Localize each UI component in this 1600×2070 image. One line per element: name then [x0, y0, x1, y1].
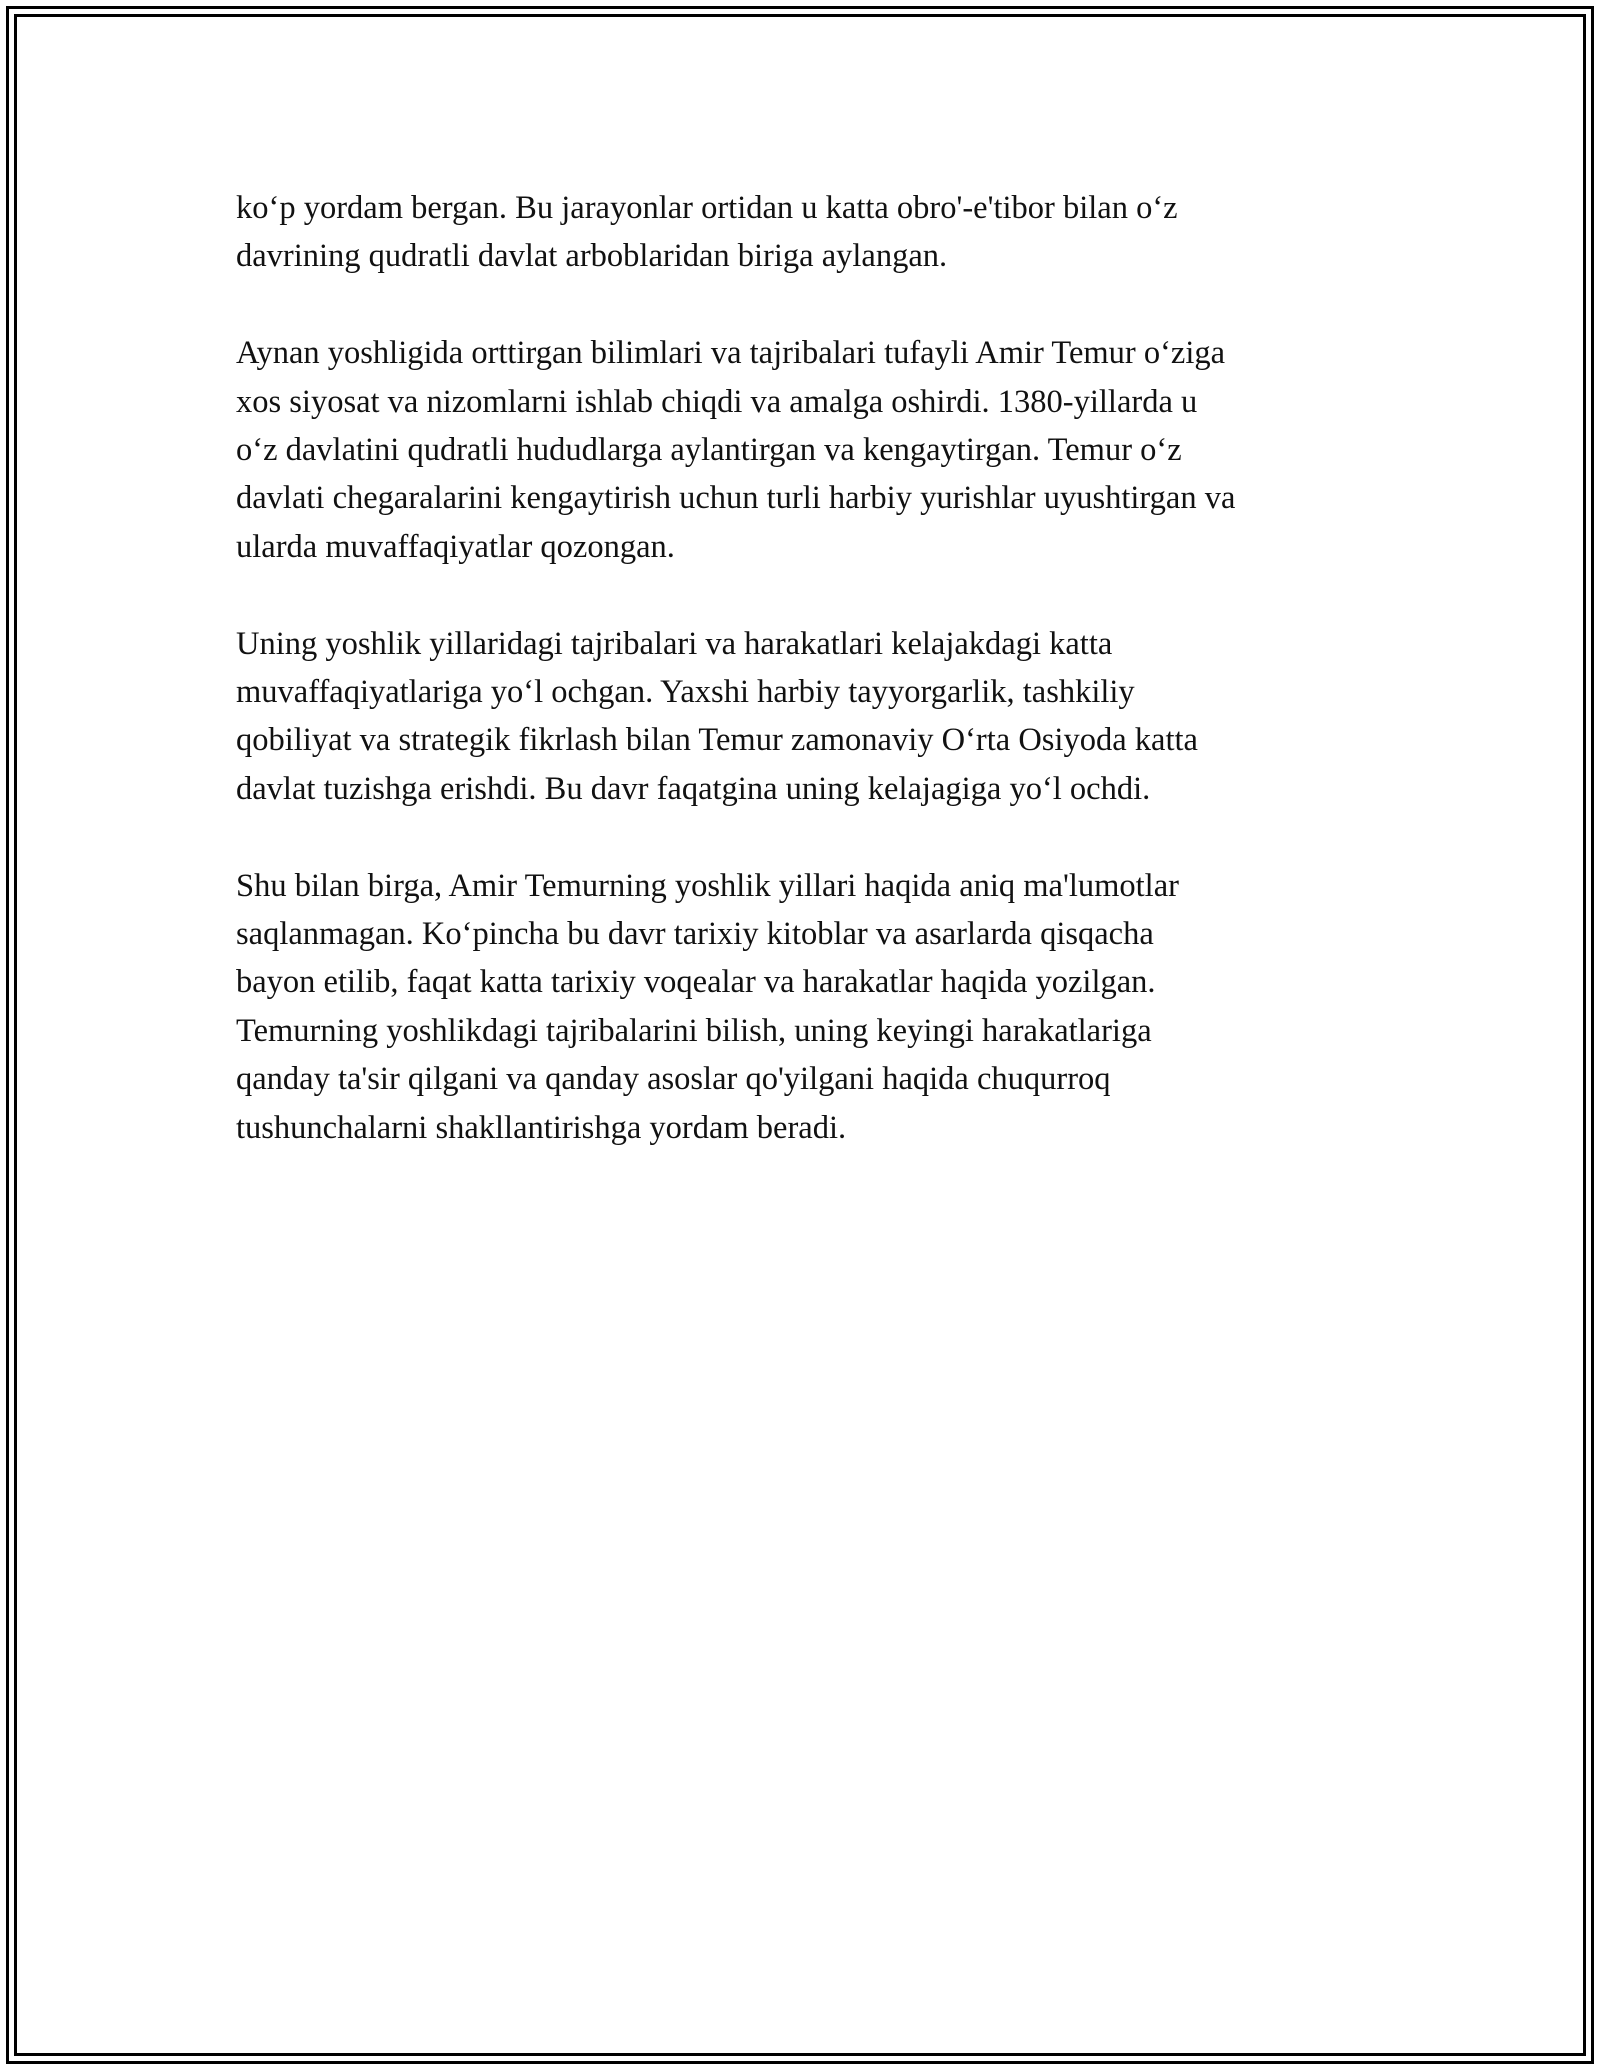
text-line: bayon etilib, faqat katta tarixiy voqealar va harakatlar haqida yozilgan. — [236, 964, 1156, 1001]
text-line: Shu bilan birga, Amir Temurning yoshlik yillari haqida aniq ma'lumotlar — [236, 867, 1179, 904]
text-line: davrining qudratli davlat arboblaridan biriga aylangan. — [236, 238, 948, 275]
text-line: muvaffaqiyatlariga yo‘l ochgan. Yaxshi harbiy tayyorgarlik, tashkiliy — [236, 674, 1135, 711]
text-line: ko‘p yordam bergan. Bu jarayonlar ortidan u katta obro'-e'tibor bilan o‘z — [236, 190, 1178, 226]
text-line: Uning yoshlik yillaridagi tajribalari va harakatlari kelajakdagi katta — [236, 625, 1113, 662]
text-line: Temurning yoshlikdagi tajribalarini bilish, uning keyingi harakatlariga — [236, 1012, 1152, 1049]
text-line: xos siyosat va nizomlarni ishlab chiqdi va amalga oshirdi. 1380-yillarda u — [236, 383, 1198, 420]
paragraph-1 — [236, 184, 1386, 281]
document-body — [236, 184, 1386, 1200]
paragraph-4 — [236, 862, 1386, 1152]
text-line: davlati chegaralarini kengaytirish uchun turli harbiy yurishlar uyushtirgan va — [236, 480, 1236, 517]
text-line: qanday ta'sir qilgani va qanday asoslar qo'yilgani haqida chuqurroq — [236, 1061, 1111, 1098]
paragraph-2 — [236, 329, 1386, 571]
text-line: qobiliyat va strategik fikrlash bilan Temur zamonaviy O‘rta Osiyoda katta — [236, 722, 1198, 759]
text-line: ularda muvaffaqiyatlar qozongan. — [236, 528, 675, 565]
text-line: davlat tuzishga erishdi. Bu davr faqatgina uning kelajagiga yo‘l ochdi. — [236, 770, 1151, 807]
text-line: o‘z davlatini qudratli hududlarga aylantirgan va kengaytirgan. Temur o‘z — [236, 432, 1182, 469]
text-line: Aynan yoshligida orttirgan bilimlari va tajribalari tufayli Amir Temur o‘ziga — [236, 335, 1226, 372]
text-line: tushunchalarni shakllantirishga yordam beradi. — [236, 1109, 847, 1146]
paragraph-3 — [236, 620, 1386, 814]
text-line: saqlanmagan. Ko‘pincha bu davr tarixiy kitoblar va asarlarda qisqacha — [236, 916, 1154, 953]
